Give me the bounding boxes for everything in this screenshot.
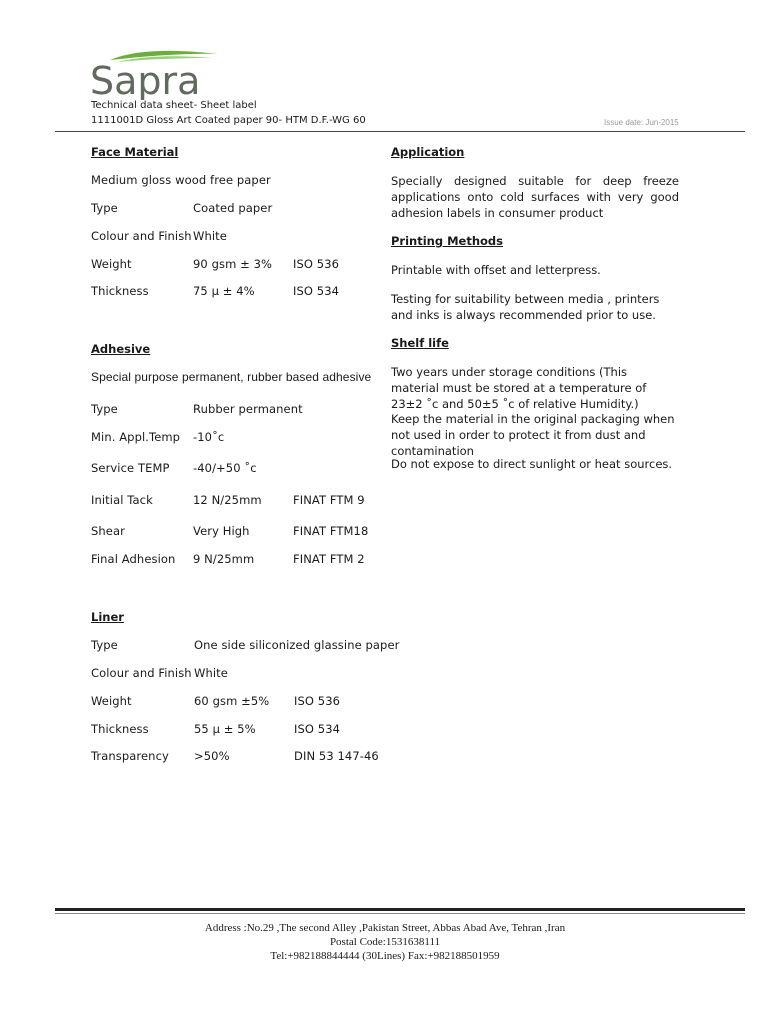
- face-row-label: Thickness: [91, 284, 149, 298]
- liner-row-label: Type: [91, 638, 118, 652]
- liner-row-label: Thickness: [91, 722, 149, 736]
- adhesive-row-value: 12 N/25mm: [193, 493, 262, 507]
- adhesive-row-label: Service TEMP: [91, 461, 170, 475]
- company-logo: [88, 44, 238, 100]
- issue-date: Issue date: Jun-2015: [604, 118, 679, 127]
- adhesive-row-label: Shear: [91, 524, 125, 538]
- face-row-value: 75 µ ± 4%: [193, 284, 255, 298]
- face-description: Medium gloss wood free paper: [91, 173, 271, 187]
- testing-note: Testing for suitability between media , printers and inks is always recommended prior to use.: [391, 292, 660, 322]
- liner-row-value: One side siliconized glassine paper: [194, 638, 400, 652]
- adhesive-row-value: Rubber permanent: [193, 402, 303, 416]
- liner-row-standard: ISO 536: [294, 694, 341, 708]
- printing-methods-text: Printable with offset and letterpress.: [391, 263, 601, 277]
- liner-row-value: 55 µ ± 5%: [194, 722, 256, 736]
- packaging-note: Keep the material in the original packaging when not used in order to protect it from dust and contamination: [391, 412, 675, 458]
- logo-swoosh-icon: [88, 44, 238, 100]
- adhesive-description: Special purpose permanent, rubber based adhesive: [91, 370, 372, 384]
- adhesive-row-value: 9 N/25mm: [193, 552, 255, 566]
- liner-title: Liner: [91, 610, 124, 624]
- liner-row-value: 60 gsm ±5%: [194, 694, 270, 708]
- face-row-standard: ISO 534: [293, 284, 340, 298]
- adhesive-row-label: Min. Appl.Temp: [91, 430, 181, 444]
- liner-row-value: >50%: [194, 749, 230, 763]
- liner-row-standard: DIN 53 147-46: [294, 749, 379, 763]
- face-row-label: Weight: [91, 257, 132, 271]
- liner-row-standard: ISO 534: [294, 722, 341, 736]
- adhesive-row-value: -40/+50 ˚c: [193, 461, 257, 475]
- adhesive-row-standard: FINAT FTM 2: [293, 552, 365, 566]
- logo-text: Sapra: [90, 59, 201, 100]
- storage-conditions: Two years under storage conditions (This material must be stored at a temperature of 23±2 ˚c and 50±5 ˚c of relative Humidity.): [391, 365, 647, 411]
- adhesive-title: Adhesive: [91, 342, 151, 356]
- footer-postal-code: Postal Code:1531638111: [329, 936, 441, 948]
- liner-row-label: Colour and Finish: [91, 666, 192, 680]
- header-divider: [55, 131, 745, 132]
- liner-row-value: White: [194, 666, 228, 680]
- adhesive-row-label: Initial Tack: [91, 493, 153, 507]
- face-row-value: White: [193, 229, 227, 243]
- face-row-value: Coated paper: [193, 201, 273, 215]
- header-title: Technical data sheet- Sheet label: [91, 100, 257, 111]
- face-row-standard: ISO 536: [293, 257, 340, 271]
- printing-methods-title: Printing Methods: [391, 234, 503, 248]
- face-row-label: Colour and Finish: [91, 229, 192, 243]
- adhesive-row-standard: FINAT FTM 9: [293, 493, 365, 507]
- face-row-label: Type: [91, 201, 118, 215]
- adhesive-row-label: Final Adhesion: [91, 552, 176, 566]
- liner-row-label: Transparency: [91, 749, 169, 763]
- face-row-value: 90 gsm ± 3%: [193, 257, 273, 271]
- header-product: 1111001D Gloss Art Coated paper 90- HTM D.F.-WG 60: [91, 115, 366, 126]
- adhesive-row-value: -10˚c: [193, 430, 225, 444]
- footer-divider-thin: [55, 913, 745, 914]
- application-text: Specially designed suitable for deep freeze applications onto cold surfaces with very good adhesion labels in consumer product: [391, 174, 679, 220]
- liner-row-label: Weight: [91, 694, 132, 708]
- adhesive-row-label: Type: [91, 402, 118, 416]
- sunlight-warning: Do not expose to direct sunlight or heat sources.: [391, 457, 673, 471]
- footer-contact: Tel:+982188844444 (30Lines) Fax:+982188501959: [270, 950, 500, 962]
- adhesive-row-standard: FINAT FTM18: [293, 524, 369, 538]
- shelf-life-title: Shelf life: [391, 336, 449, 350]
- footer-divider: [55, 908, 745, 911]
- application-title: Application: [391, 145, 465, 159]
- adhesive-row-value: Very High: [193, 524, 250, 538]
- face-title: Face Material: [91, 145, 179, 159]
- footer-address: Address :No.29 ,The second Alley ,Pakistan Street, Abbas Abad Ave, Tehran ,Iran: [204, 922, 566, 934]
